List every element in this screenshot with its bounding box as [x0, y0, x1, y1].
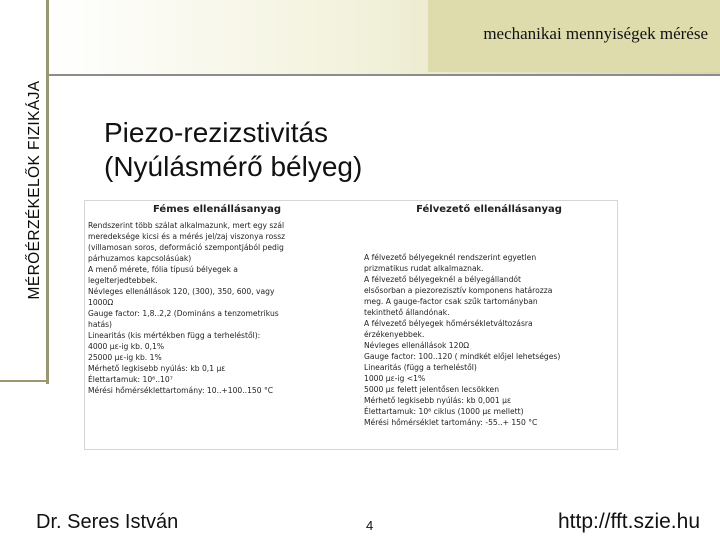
footer-author: Dr. Seres István — [36, 511, 179, 533]
list-item: A félvezető bélyegeknél rendszerint egyetlen — [364, 253, 537, 262]
side-title: MÉRŐÉRZÉKELŐK FIZIKÁJA — [26, 80, 43, 300]
header-divider — [46, 74, 720, 76]
list-item: meredeksége kicsi és a mérés jel/zaj viszonya rossz — [88, 232, 286, 241]
side-title-bar — [0, 0, 46, 380]
comparison-table-image — [84, 200, 618, 450]
list-item: Névleges ellenállások 120, (300), 350, 600, vagy — [88, 287, 275, 296]
header-title-box — [428, 0, 720, 72]
list-item: párhuzamos kapcsolásúak) — [88, 254, 192, 263]
side-divider — [46, 0, 49, 384]
metal-list — [88, 220, 346, 396]
list-item: Mérhető legkisebb nyúlás: kb 0,1 με — [88, 364, 226, 373]
slide-title-line1: Piezo-rezizstivitás — [104, 117, 329, 148]
list-item: érzékenyebbek. — [364, 330, 425, 339]
list-item: 5000 με felett jelentősen lecsökken — [364, 385, 500, 394]
page-number: 4 — [366, 518, 374, 533]
list-item: legelterjedtebbek. — [88, 276, 158, 285]
list-item: Élettartamuk: 10⁶ ciklus (1000 με mellett) — [364, 407, 524, 416]
metal-column-heading: Fémes ellenállásanyag — [153, 204, 281, 215]
list-item: Gauge factor: 100..120 ( mindkét előjel lehetséges) — [364, 352, 561, 361]
list-item: Rendszerint több szálat alkalmazunk, mert egy szál — [88, 221, 285, 230]
list-item: Mérési hőmérséklet tartomány: -55..+ 150 °C — [364, 418, 538, 427]
list-item: Mérhető legkisebb nyúlás: kb 0,001 με — [364, 396, 512, 405]
list-item: meg. A gauge-factor csak szűk tartományban — [364, 297, 538, 306]
list-item: A félvezető bélyegek hőmérsékletváltozásra — [364, 319, 533, 328]
list-item: 25000 με-ig kb. 1% — [88, 353, 162, 362]
slide-title-line2: (Nyúlásmérő bélyeg) — [104, 151, 363, 182]
list-item: (villamosan soros, deformáció szempontjából pedig — [88, 243, 284, 252]
list-item: 1000Ω — [88, 298, 114, 307]
header-title: mechanikai mennyiségek mérése — [483, 24, 708, 43]
semiconductor-column — [364, 204, 614, 428]
list-item: A menő mérete, fólia típusú bélyegek a — [88, 265, 238, 274]
list-item: Linearitás (kis mértékben függ a terheléstől): — [88, 331, 261, 340]
semiconductor-column-heading: Félvezető ellenállásanyag — [416, 204, 562, 215]
footer-url[interactable]: http://fft.szie.hu — [557, 510, 700, 533]
list-item: 1000 με-ig <1% — [364, 374, 426, 383]
list-item: A félvezető bélyegeknél a bélyegállandót — [364, 275, 522, 284]
slide-title — [104, 116, 362, 184]
metal-column — [88, 204, 346, 396]
side-bottom-divider — [0, 380, 46, 382]
semiconductor-list — [364, 252, 614, 428]
list-item: Mérési hőmérséklettartomány: 10..+100..150 °C — [88, 386, 274, 395]
list-item: hatás) — [88, 320, 113, 329]
list-item: 4000 με-ig kb. 0,1% — [88, 342, 165, 351]
list-item: Élettartamuk: 10⁶..10⁷ — [88, 375, 173, 384]
list-item: tekinthető állandónak. — [364, 308, 450, 317]
list-item: Linearitás (függ a terheléstől) — [364, 363, 477, 372]
list-item: Névleges ellenállások 120Ω — [364, 341, 470, 350]
list-item: prizmatikus rudat alkalmaznak. — [364, 264, 484, 273]
list-item: elsősorban a piezorezisztív komponens határozza — [364, 286, 553, 295]
list-item: Gauge factor: 1,8..2,2 (Domináns a tenzometrikus — [88, 309, 279, 318]
